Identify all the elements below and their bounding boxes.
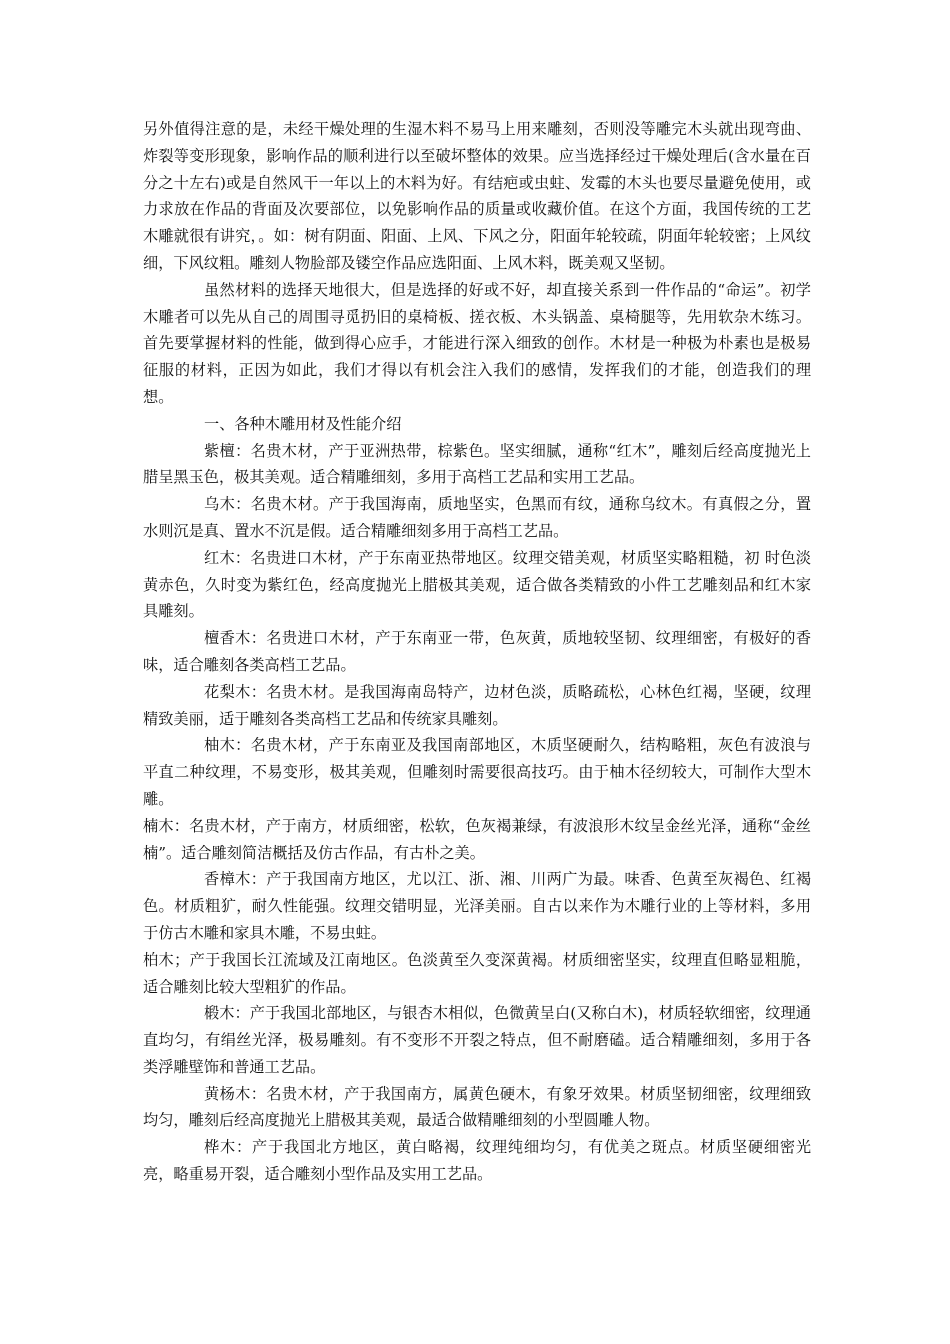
paragraph-boxwood: 黄杨木：名贵木材，产于我国南方，属黄色硬木，有象牙效果。材质坚韧细密，纹理细致均匀，雕刻后经高度抛光上腊极其美观，最适合做精雕细刻的小型圆雕人物。 bbox=[143, 1084, 811, 1130]
paragraph-wood-drying: 另外值得注意的是，未经干燥处理的生湿木料不易马上用来雕刻，否则没等雕完木头就出现弯曲、炸裂等变形现象，影响作品的顺利进行以至破坏整体的效果。应当选择经过干燥处理后(含水量在百分之十左右)或是自然风干一年以上的木料为好。有结疤或虫蛀、发霉的木头也要尽量避免使用，或力求放在作品的背面及次要部位，以免影响作品的质量或收藏价值。在这个方面，我国传统的工艺木雕就很有讲究，。如：树有阴面、阳面、上风、下风之分，阳面年轮较疏，阴面年轮较密；上风纹细，下风纹粗。雕刻人物脸部及镂空作品应选阳面、上风木料，既美观又坚韧。 bbox=[143, 120, 811, 272]
section-heading-wood-types: 一、各种木雕用材及性能介绍 bbox=[204, 414, 402, 433]
paragraph-rosewood: 花梨木：名贵木材。是我国海南岛特产，边材色淡，质略疏松，心林色红褐，坚硬，纹理精致美丽，适于雕刻各类高档工艺品和传统家具雕刻。 bbox=[143, 682, 811, 728]
paragraph-basswood: 椴木：产于我国北部地区，与银杏木相似，色微黄呈白(又称白木)，材质轻软细密，纹理通直均匀，有绢丝光泽，极易雕刻。有不变形不开裂之特点，但不耐磨磕。适合精雕细刻，多用于各类浮雕壁饰和普通工艺品。 bbox=[143, 1004, 811, 1076]
paragraph-cypress: 柏木；产于我国长江流域及江南地区。色淡黄至久变深黄褐。材质细密坚实，纹理直但略显粗脆，适合雕刻比较大型粗犷的作品。 bbox=[143, 950, 811, 996]
paragraph-camphor: 香樟木：产于我国南方地区，尤以江、浙、湘、川两广为最。味香、色黄至灰褐色、红褐色。材质粗犷，耐久性能强。纹理交错明显，光泽美丽。自古以来作为木雕行业的上等材料，多用于仿古木雕和家具木雕，不易虫蛀。 bbox=[143, 870, 811, 942]
paragraph-nanmu: 楠木：名贵木材，产于南方，材质细密，松软，色灰褐兼绿，有波浪形木纹呈金丝光泽，通称“金丝楠”。适合雕刻简洁概括及仿古作品，有古朴之美。 bbox=[143, 816, 811, 862]
paragraph-birch: 桦木：产于我国北方地区，黄白略褐，纹理纯细均匀，有优美之斑点。材质坚硬细密光亮，略重易开裂，适合雕刻小型作品及实用工艺品。 bbox=[143, 1138, 811, 1184]
paragraph-material-choice: 虽然材料的选择天地很大，但是选择的好或不好，却直接关系到一件作品的“命运”。初学木雕者可以先从自己的周围寻觅扔旧的桌椅板、搓衣板、木头锅盖、桌椅腿等，先用软杂木练习。首先要掌握材料的性能，做到得心应手，才能进行深入细致的创作。木材是一种极为朴素也是极易征服的材料，正因为如此，我们才得以有机会注入我们的感情，发挥我们的才能，创造我们的理想。 bbox=[143, 280, 811, 406]
document-body bbox=[143, 116, 811, 1188]
paragraph-zitan: 紫檀：名贵木材，产于亚洲热带，棕紫色。坚实细腻，通称“红木”，雕刻后经高度抛光上腊呈黑玉色，极其美观。适合精雕细刻，多用于高档工艺品和实用工艺品。 bbox=[143, 441, 811, 487]
paragraph-hongmu: 红木：名贵进口木材，产于东南亚热带地区。纹理交错美观，材质坚实略粗糙，初 时色淡黄赤色，久时变为紫红色，经高度抛光上腊极其美观，适合做各类精致的小件工艺雕刻品和红木家具雕刻。 bbox=[143, 548, 811, 621]
paragraph-wumu: 乌木：名贵木材。产于我国海南，质地坚实，色黑而有纹，通称乌纹木。有真假之分，置水则沉是真、置水不沉是假。适合精雕细刻多用于高档工艺品。 bbox=[143, 495, 811, 540]
paragraph-sandalwood: 檀香木：名贵进口木材，产于东南亚一带，色灰黄，质地较坚韧、纹理细密，有极好的香味，适合雕刻各类高档工艺品。 bbox=[143, 629, 811, 674]
paragraph-teak: 柚木：名贵木材，产于东南亚及我国南部地区，木质坚硬耐久，结构略粗，灰色有波浪与平直二种纹理，不易变形，极其美观，但雕刻时需要很高技巧。由于柚木径纫较大，可制作大型木雕。 bbox=[143, 736, 811, 808]
